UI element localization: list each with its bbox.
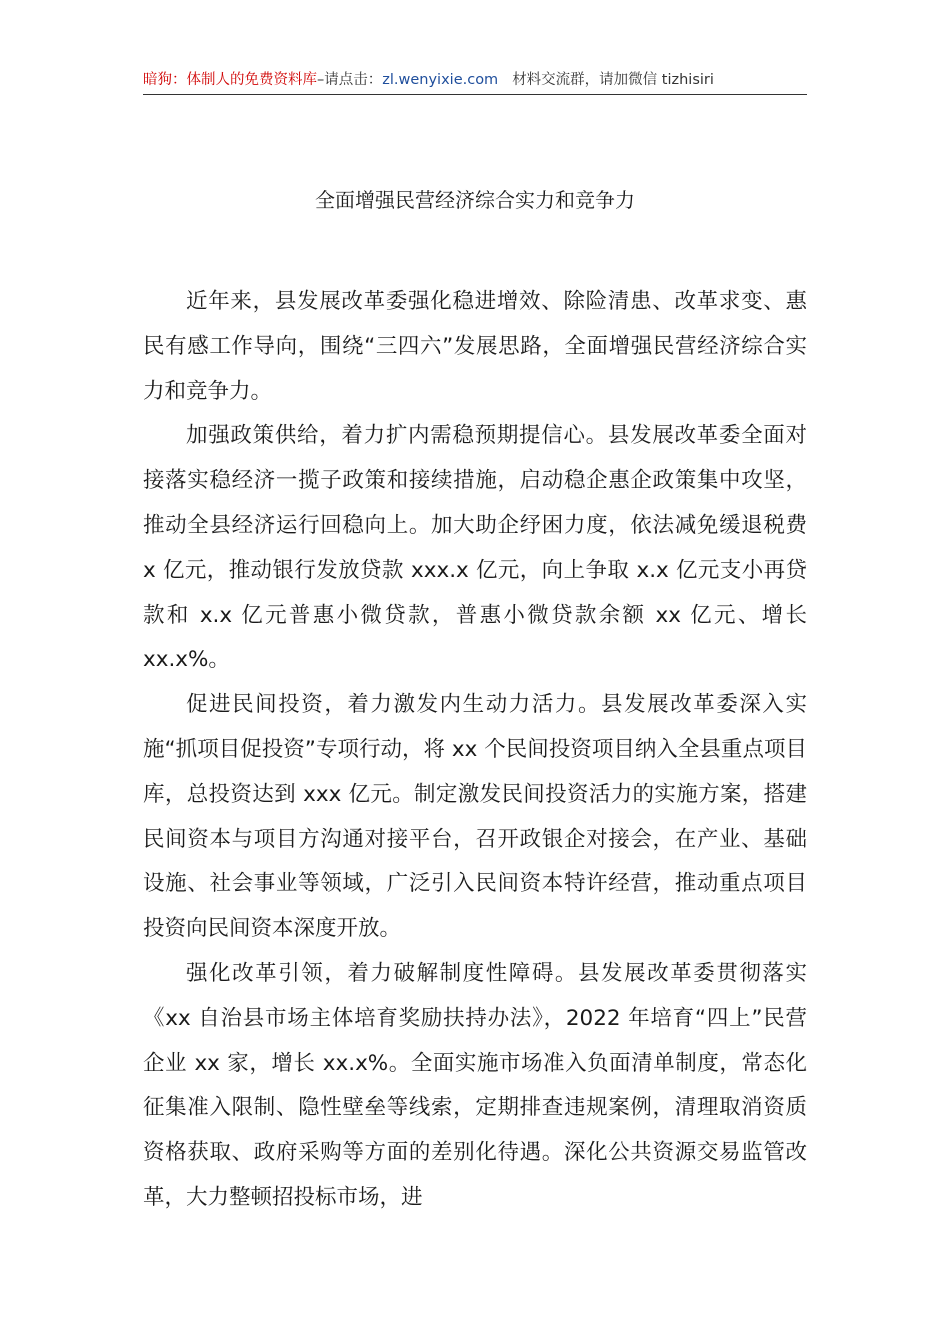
paragraph-private-investment: 促进民间投资，着力激发内生动力活力。县发展改革委深入实施“抓项目促投资”专项行动，将 xx 个民间投资项目纳入全县重点项目库，总投资达到 xxx 亿元。制定激发民间投资活力的实施方案，搭建民间资本与项目方沟通对接平台，召开政银企对接会，在产业、基础设施、社会事业等领域，广泛引入民间资本特许经营，推动重点项目投资向民间资本深度开放。 — [143, 692, 807, 942]
page-header — [143, 68, 807, 95]
header-url-link[interactable]: zl.wenyixie.com — [382, 72, 499, 88]
header-brand: 暗狗：体制人的免费资料库 — [143, 72, 317, 88]
document-title: 全面增强民营经济综合实力和竞争力 — [315, 188, 635, 212]
paragraph-intro: 近年来，县发展改革委强化稳进增效、除险清患、改革求变、惠民有感工作导向，围绕“三四六”发展思路，全面增强民营经济综合实力和竞争力。 — [143, 289, 807, 404]
paragraph-reform-leadership: 强化改革引领，着力破解制度性障碍。县发展改革委贯彻落实《xx 自治县市场主体培育奖励扶持办法》，2022 年培育“四上”民营企业 xx 家，增长 xx.x%。全面实施市场准入负面清单制度，常态化征集准入限制、隐性壁垒等线索，定期排查违规案例，清理取消资质资格获取、政府采购等方面的差别化待遇。深化公共资源交易监管改革，大力整顿招投标市场，进 — [143, 960, 807, 1210]
paragraph-policy-supply: 加强政策供给，着力扩内需稳预期提信心。县发展改革委全面对接落实稳经济一揽子政策和接续措施，启动稳企惠企政策集中攻坚，推动全县经济运行回稳向上。加大助企纾困力度，依法减免缓退税费 x 亿元，推动银行发放贷款 xxx.x 亿元，向上争取 x.x 亿元支小再贷款和 x.x 亿元普惠小微贷款，普惠小微贷款余额 xx 亿元、增长 xx.x%。 — [143, 423, 807, 673]
header-wechat-note: 材料交流群，请加微信 tizhisiri — [512, 72, 714, 88]
header-prompt: –请点击： — [317, 72, 383, 88]
document-body — [143, 280, 807, 1221]
